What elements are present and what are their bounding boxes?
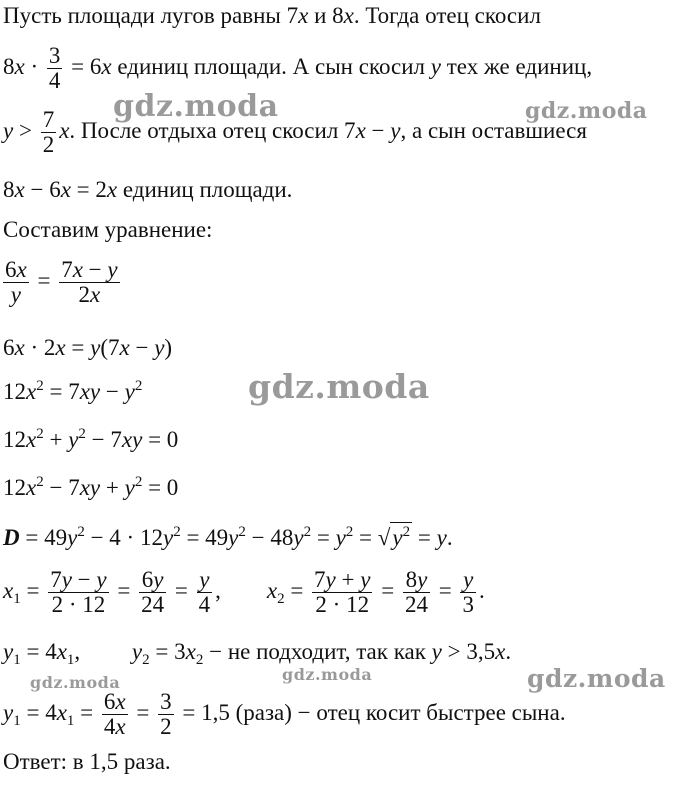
solutions-line: $y_1 = 4x_1$, $y_2 = 3x_2$ − не подходит, так как y > 3,5x. bbox=[3, 639, 512, 668]
watermark-logo: gdz.moda bbox=[525, 98, 648, 124]
text-line-1: Пусть площади лугов равны 7x и 8x. Тогда отец скосил bbox=[3, 3, 541, 28]
roots-line: $x_1$ = $\frac{7y - y}{2 \cdot 12}$ = $\frac{6y}{24}$ = $\frac{y}{4}$ , $x_2$ = $\frac{7y + y}{2 \cdot 12}$ = $\frac{8y}{24}$ = $\frac{y}{3}$ . bbox=[3, 567, 485, 618]
text-line-4: 8x − 6x = 2x единиц площади. bbox=[3, 177, 293, 202]
equation-line: $12x^2 - 7xy + y^2 = 0$ bbox=[3, 474, 179, 500]
watermark-logo: gdz.moda bbox=[282, 665, 373, 684]
answer-line: Ответ: в 1,5 раза. bbox=[3, 749, 171, 774]
ratio-line: $y_1 = 4x_1$ = $\frac{6x}{4x}$ = $\frac{3}{2}$ = 1,5 (раза) − отец косит быстрее сына. bbox=[3, 689, 566, 740]
text-line-5: Составим уравнение: bbox=[3, 217, 213, 242]
equation-line: $12x^2 = 7xy - y^2$ bbox=[3, 378, 143, 404]
equation-fraction: $\frac{6x}{y}$ = $\frac{7x - y}{2x}$ bbox=[5, 257, 118, 308]
text-line-2: 8x · $\frac{3}{4}$ = 6x единиц площади. А сын скосил y тех же единиц, bbox=[3, 43, 593, 94]
text-line-3: y > $\frac{7}{2}$ x. После отдыха отец скосил 7x − y, а сын оставшиеся bbox=[3, 107, 587, 158]
watermark-logo: gdz.moda bbox=[248, 367, 430, 406]
watermark-logo: gdz.moda bbox=[527, 664, 666, 693]
watermark-logo: gdz.moda bbox=[30, 673, 121, 692]
discriminant-line: $D = 49y^2 - 4 \cdot 12y^2 = 49y^2 - 48y^2 = y^2 = √y^2 = y$. bbox=[3, 524, 453, 550]
equation-line: 6x · 2x = y(7x − y) bbox=[3, 335, 173, 360]
watermark-logo: gdz.moda bbox=[113, 89, 279, 124]
equation-line: $12x^2 + y^2 - 7xy = 0$ bbox=[3, 426, 179, 452]
